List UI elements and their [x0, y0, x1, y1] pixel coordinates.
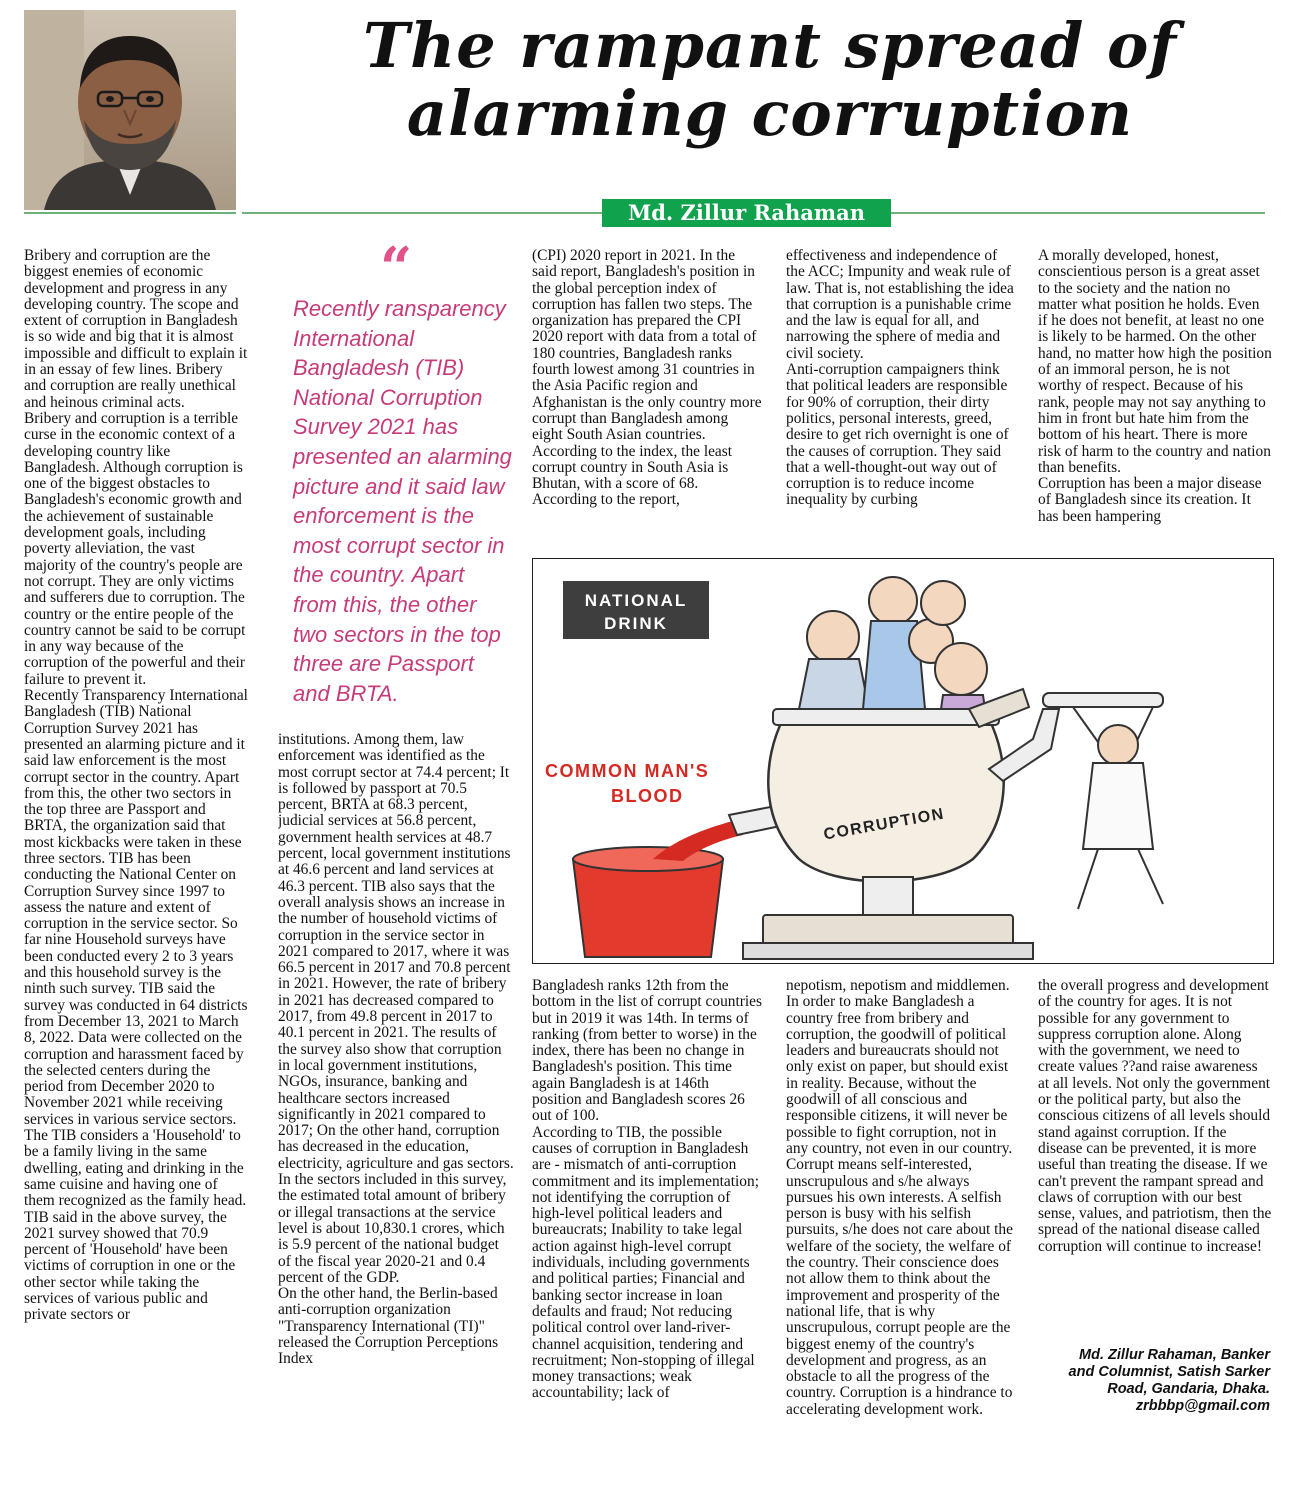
signature-line-1: Md. Zillur Rahaman, Banker	[1079, 1347, 1270, 1363]
pull-quote-mark: “	[380, 235, 413, 301]
author-byline: Md. Zillur Rahaman	[602, 199, 891, 227]
column-5-bottom	[1038, 978, 1272, 1338]
col1-paragraph-1: Bribery and corruption are the biggest enemies of economic development and progress in any developing country. The scope and extent of corruption in Bangladesh is so wide and big that it is almost impossible and difficult to explain it in an essay of few lines. Bribery and corruption are really unethical and heinous criminal acts.	[24, 248, 248, 411]
cartoon-sign-line-2: DRINK	[604, 614, 668, 633]
headline	[300, 9, 1240, 150]
corruption-machine-icon	[743, 709, 1033, 959]
col5-top-paragraph-1: A morally developed, honest, conscientious person is a great asset to the society and the nation no matter what position he holds. Even if he does not benefit, at least no one is likely to be harmed. On the other hand, no matter how high the position of an immoral person, he is not worthy of respect. Because of his rank, people may not say anything to him in front but hate him from the bottom of his heart. There is more risk of harm to the country and nation than benefits.	[1038, 248, 1272, 476]
column-2	[278, 732, 514, 1494]
col5-bottom-paragraph-1: the overall progress and development of the country for ages. It is not possible for any government to suppress corruption alone. Along with the government, we need to create values ??and raise awareness at all levels. Not only the government or the political party, but also the conscious citizens of all levels should stand against corruption. If the disease can be prevented, it is more useful than treating the disease. If we can't prevent the rampant spread and claws of corruption with our best sense, values, and patriotism, then the spread of the national disease called corruption will continue to increase!	[1038, 978, 1272, 1255]
col4-bottom-paragraph-2: Corrupt means self-interested, unscrupulous and s/he always pursues his own interests. A selfish person is busy with his selfish pursuits, s/he does not care about the welfare of the society, the welfare of the country. Their conscience does not allow them to think about the improvement and prosperity of the national life, that is why unscrupulous, corrupt people are the biggest enemy of the country's development and progress, as an obstacle to all the progress of the country. Corruption is a hindrance to accelerating development work.	[786, 1156, 1013, 1418]
signature-email: zrbbbp@gmail.com	[1135, 1398, 1270, 1414]
col3-top-paragraph-1: (CPI) 2020 report in 2021. In the said report, Bangladesh's position in the global perception index of corruption has fallen two steps. The organization has prepared the CPI 2020 report with data from a total of 180 countries, Bangladesh ranks fourth lowest among 31 countries in the Asia Pacific region and Afghanistan is the only country more corrupt than Bangladesh among eight South Asian countries. According to the index, the least corrupt country in South Asia is Bhutan, with a score of 68. According to the report,	[532, 248, 762, 509]
author-signature	[1030, 1347, 1270, 1415]
column-3-bottom	[532, 978, 762, 1493]
column-4-top	[786, 248, 1014, 548]
signature-line-3: Road, Gandaria, Dhaka.	[1107, 1381, 1270, 1397]
signature-line-2: and Columnist, Satish Sarker	[1068, 1364, 1270, 1380]
author-photo	[24, 10, 236, 210]
col3-bottom-paragraph-1: Bangladesh ranks 12th from the bottom in the list of corrupt countries but in 2019 it was 14th. In terms of ranking (from better to worse) in the index, there has been no change in Bangladesh's position. This time again Bangladesh is at 146th position and Bangladesh scores 26 out of 100.	[532, 978, 762, 1125]
cartoon-people-icon	[799, 577, 1029, 727]
editorial-cartoon	[532, 558, 1274, 964]
headline-line-2: alarming corruption	[406, 77, 1134, 150]
column-1	[24, 248, 248, 1493]
col1-paragraph-2: Bribery and corruption is a terrible curse in the economic context of a developing country like Bangladesh. Although corruption is one of the biggest obstacles to Bangladesh's economic growth and the achievement of sustainable development goals, including poverty alleviation, the vast majority of the country's people are not corrupt. They are only victims and sufferers due to corruption. The country or the entire people of the country cannot be said to be corrupt in any way because of the corruption of the powerful and their failure to prevent it.	[24, 409, 246, 688]
col3-bottom-paragraph-2: According to TIB, the possible causes of corruption in Bangladesh are - mismatch of anti-corruption commitment and its implementation; not identifying the corruption of high-level political leaders and bureaucrats; Inability to take legal action against high-level corrupt individuals, including governments and political parties; Financial and banking sector increase in loan defaults and fraud; Not reducing political control over land-river-channel acquisition, tendering and recruitment; Non-stopping of illegal money transactions; weak accountability; lack of	[532, 1123, 759, 1402]
column-3-top	[532, 248, 762, 548]
col4-top-paragraph-1: effectiveness and independence of the ACC; Impunity and weak rule of law. That is, not establishing the idea that corruption is a punishable crime and the law is equal for all, and narrowing the sphere of media and civil society.	[786, 248, 1014, 362]
blood-glass-icon	[573, 847, 723, 957]
pull-quote: Recently ransparency International Bangladesh (TIB) National Corruption Survey 2021 has presented an alarming picture and it said law enforcement is the most corrupt sector in the country. Apart from this, the other two sectors in the top three are Passport and BRTA.	[293, 296, 512, 706]
col2-paragraph-1: institutions. Among them, law enforcement was identified as the most corrupt sector at 74.4 percent; It is followed by passport at 70.5 percent, BRTA at 68.3 percent, judicial services at 56.8 percent, government health services at 48.7 percent, local government institutions at 46.6 percent and land services at 46.3 percent. TIB also says that the overall analysis shows an increase in the number of household victims of corruption in the service sector in 2021 compared to 2017, where it was 66.5 percent in 2017 and 70.8 percent in 2021. However, the rate of bribery in 2021 has decreased compared to 2017, from 49.8 percent in 2017 to 40.1 percent in 2021. The results of the survey also show that corruption in local government institutions, NGOs, insurance, banking and healthcare sectors increased significantly in 2021 compared to 2017; On the other hand, corruption has decreased in the education, electricity, agriculture and gas sectors. In the sectors included in this survey, the estimated total amount of bribery or illegal transactions at the service level is about 10,830.1 crores, which is 5.9 percent of the national budget of the fiscal year 2020-21 and 0.4 percent of the GDP.	[278, 732, 514, 1286]
col1-paragraph-4: TIB said in the above survey, the 2021 survey showed that 70.9 percent of 'Household' have been victims of corruption in one or the other sector while taking the services of various public and private sectors or	[24, 1208, 236, 1324]
headline-line-1: The rampant spread of	[362, 9, 1177, 82]
column-4-bottom	[786, 978, 1014, 1493]
col2-paragraph-2: On the other hand, the Berlin-based anti-corruption organization "Transparency International (TI)" released the Corruption Perceptions Index	[278, 1285, 499, 1368]
hanging-man-icon	[1073, 707, 1163, 909]
cartoon-blood-caption-2: BLOOD	[611, 786, 684, 806]
byline-rule-left	[24, 212, 236, 214]
col4-bottom-paragraph-1: nepotism, nepotism and middlemen. In order to make Bangladesh a country free from bribery and corruption, the goodwill of political leaders and bureaucrats should not only exist on paper, but should exist in reality. Because, without the goodwill of all conscious and responsible citizens, it will never be possible to fight corruption, not in any country, not even in our country.	[786, 978, 1013, 1157]
col5-top-paragraph-2: Corruption has been a major disease of Bangladesh since its creation. It has been hampering	[1038, 475, 1262, 525]
col4-top-paragraph-2: Anti-corruption campaigners think that political leaders are responsible for 90% of corruption, their dirty politics, personal interests, greed, desire to get rich overnight is one of the causes of corruption. They said that a well-thought-out way out of corruption is to reduce income inequality by curbing	[786, 361, 1009, 509]
col1-paragraph-3: Recently Transparency International Bangladesh (TIB) National Corruption Survey 2021 has presented an alarming picture and it said law enforcement is the most corrupt sector in the country. Apart from this, the other two sectors in the top three are Passport and BRTA, the organization said that most kickbacks were taken in these three sectors. TIB has been conducting the National Center on Corruption Survey since 1997 to assess the nature and extent of corruption in the service sector. So far nine Household surveys have been conducted every 2 to 3 years and this household survey is the ninth such survey. TIB said the survey was conducted in 64 districts from December 13, 2021 to March 8, 2022. Data were collected on the corruption and harassment faced by the selected centers during the period from December 2020 to November 2021 while receiving services in various service sectors. The TIB considers a 'Household' to be a family living in the same dwelling, eating and drinking in the same cuisine and having one of them recognized as the family head.	[24, 687, 248, 1210]
cartoon-sign-line-1: NATIONAL	[584, 591, 688, 610]
cartoon-machine-label: CORRUPTION	[822, 805, 947, 844]
cartoon-blood-caption-1: COMMON MAN'S	[545, 761, 710, 781]
column-5-top	[1038, 248, 1272, 548]
